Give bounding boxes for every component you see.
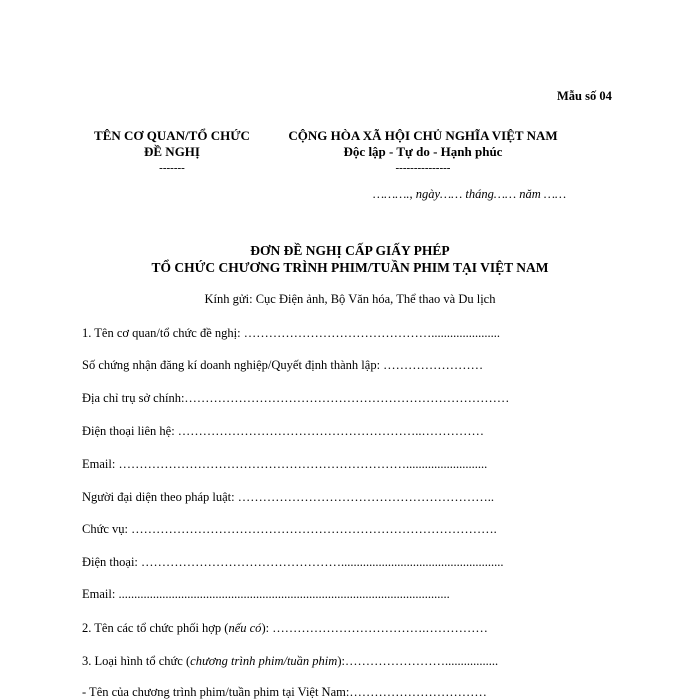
org-line-2: ĐỀ NGHỊ xyxy=(144,144,200,159)
field-program-name: - Tên của chương trình phim/tuần phim tại Việt Nam:…………………………… xyxy=(82,685,487,699)
title-line-1: ĐƠN ĐỀ NGHỊ CẤP GIẤY PHÉP xyxy=(250,243,450,258)
type-italic: chương trình phim/tuần phim xyxy=(190,654,338,668)
nation-separator: --------------- xyxy=(395,162,451,174)
field-phone: Điện thoại: ………………………………………….................................................... xyxy=(82,555,504,569)
nation-motto: Độc lập - Tự do - Hạnh phúc xyxy=(343,144,503,159)
field-position: Chức vụ: ……………………………………………………………………………. xyxy=(82,522,497,536)
coorg-prefix: 2. Tên các tổ chức phối hợp ( xyxy=(82,621,229,635)
form-number: Mẫu số 04 xyxy=(557,89,612,103)
recipient-line: Kính gửi: Cục Điện ảnh, Bộ Văn hóa, Thể thao và Du lịch xyxy=(204,292,496,306)
national-header xyxy=(268,128,578,176)
field-org-name: 1. Tên cơ quan/tổ chức đề nghị: ………………………………………...................... xyxy=(82,326,500,340)
type-prefix: 3. Loại hình tổ chức ( xyxy=(82,654,191,668)
org-line-1: TÊN CƠ QUAN/TỔ CHỨC xyxy=(94,128,250,143)
coorg-suffix: ): ……………………………….…………… xyxy=(261,621,488,635)
coorg-italic: nếu có xyxy=(228,621,262,635)
field-type xyxy=(82,654,498,669)
document-title xyxy=(0,242,700,276)
date-line: ………., ngày…… tháng…… năm …… xyxy=(373,187,567,201)
field-legal-rep: Người đại diện theo pháp luật: …………………………………………………….. xyxy=(82,490,494,504)
field-email-2: Email: .......................................................................................................... xyxy=(82,587,450,601)
title-line-2: TỔ CHỨC CHƯƠNG TRÌNH PHIM/TUẦN PHIM TẠI VIỆT NAM xyxy=(151,260,549,275)
field-address: Địa chỉ trụ sở chính:…………………………………………………………………… xyxy=(82,391,510,405)
field-registration: Số chứng nhận đăng kí doanh nghiệp/Quyết định thành lập: …………………… xyxy=(82,358,484,372)
field-coorganizers xyxy=(82,621,488,636)
type-suffix: ):……………………................. xyxy=(337,654,499,668)
organization-header xyxy=(72,128,272,176)
field-phone-contact: Điện thoại liên hệ: …………………………………………………..…………… xyxy=(82,424,485,438)
field-email: Email: …………………………………………………………….......................... xyxy=(82,457,488,471)
org-separator: ------- xyxy=(159,162,185,174)
nation-line-1: CỘNG HÒA XÃ HỘI CHỦ NGHĨA VIỆT NAM xyxy=(288,128,558,143)
